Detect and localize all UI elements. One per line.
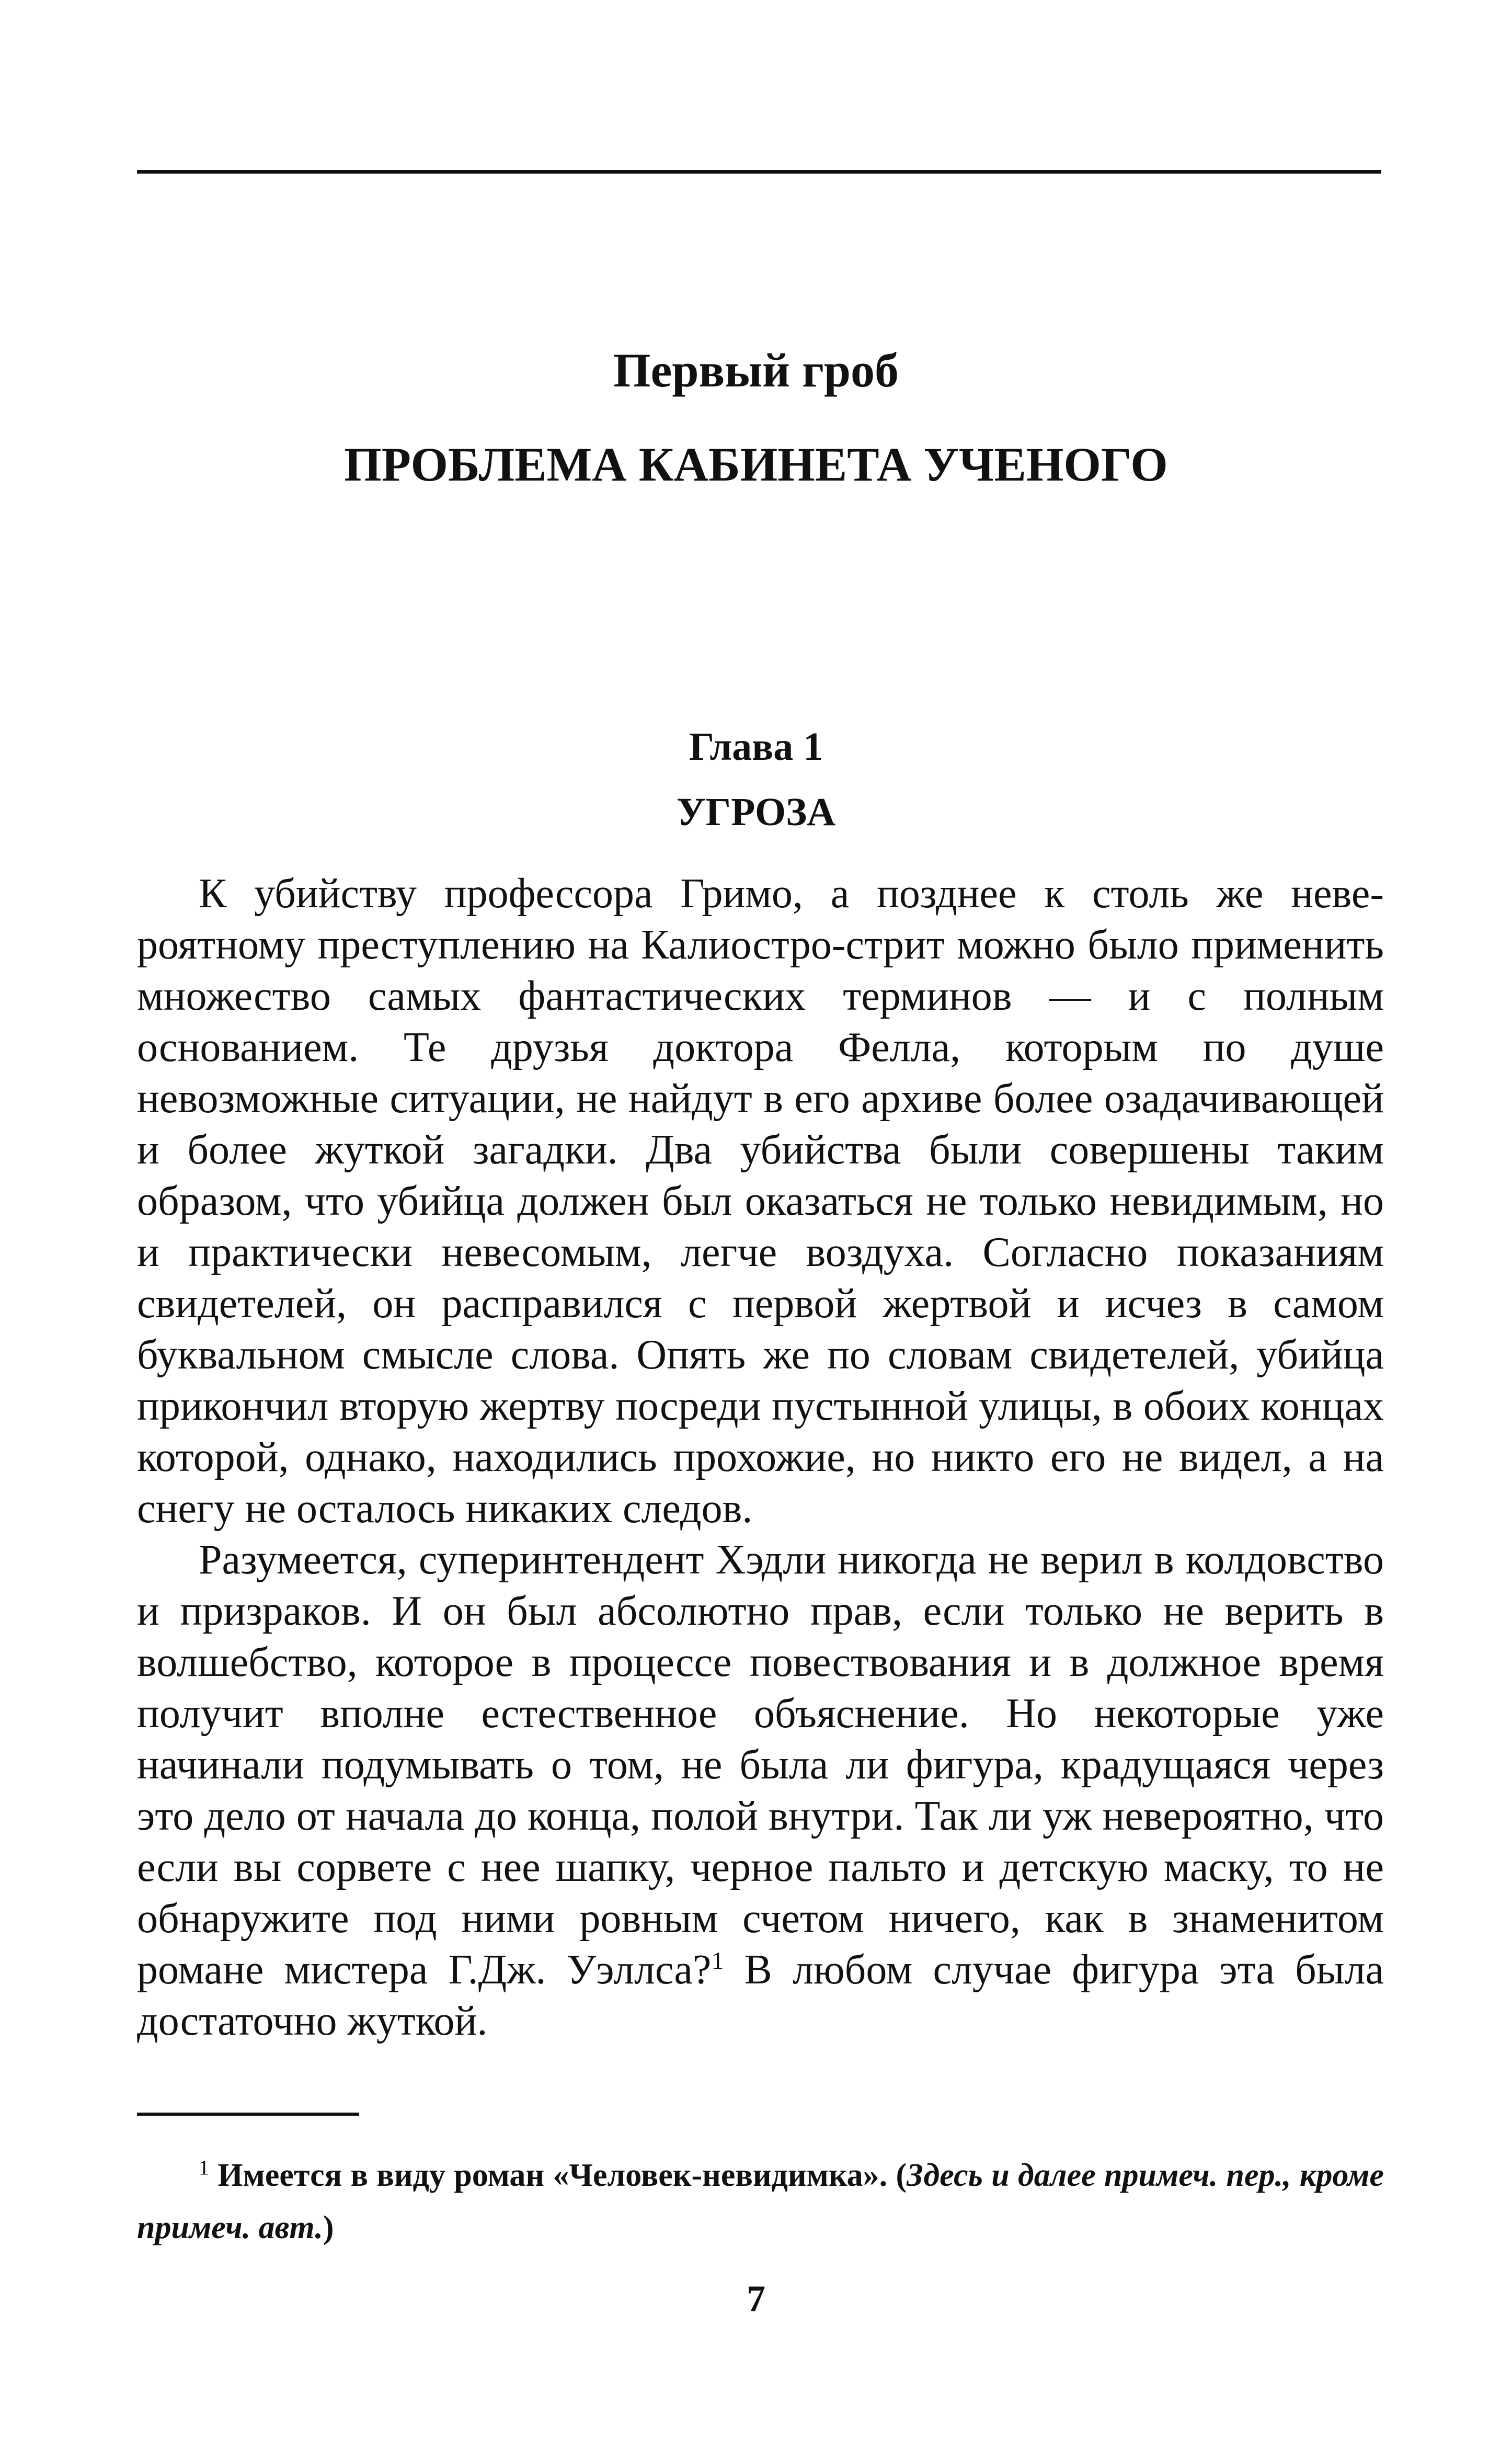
paragraph-2-tail: В любом случае фигура эта была достаточно жуткой. bbox=[137, 1947, 1384, 2044]
body-text bbox=[137, 868, 1384, 2047]
page-number: 7 bbox=[747, 2278, 765, 2320]
footnote-rule bbox=[137, 2113, 359, 2116]
part-title: ПРОБЛЕМА КАБИНЕТА УЧЕНОГО bbox=[344, 438, 1168, 491]
footnote bbox=[137, 2149, 1384, 2254]
paragraph-1: К убийству профессора Гримо, а позднее к столь же невероятному преступлению на Калиостро-стрит можно было применить множество самых фантастических терминов — и с полным основанием. Те друзья доктора Фелла, которым по душе невозможные ситуации, не найдут в его архиве более озадачивающей и более жуткой загадки. Два убийства были совершены таким образом, что убийца должен был оказаться не только невидимым, но и практически невесомым, легче воздуха. Согласно показаниям свидетелей, он расправился с первой жертвой и исчез в самом буквальном смысле слова. Опять же по словам свидетелей, убийца прикончил вторую жертву посреди пустынной улицы, в обоих концах которой, однако, находились прохожие, но никто его не видел, а на снегу не осталось никаких следов. bbox=[137, 871, 1384, 1532]
footnote-italic-text: Здесь и далее примеч. пер., кроме примеч. авт. bbox=[137, 2158, 1384, 2245]
footnote-number: 1 bbox=[199, 2155, 209, 2180]
paragraph-2-main: Разумеется, суперинтендент Хэдли никогда не верил в колдовство и призраков. И он был абсолютно прав, если только не верить в волшебство, которое в процессе повествования и в должное время получит вполне естественное объяснение. Но некоторые уже начинали подумывать о том, не была ли фигура, крадущаяся через это дело от начала до конца, полой внутри. Так ли уж невероятно, что если вы сорвете с нее шапку, черное пальто и детскую маску, то не обнаружите под ними ровным счетом ничего, как в знаменитом романе мистера Г.Дж. Уэллса? bbox=[137, 1537, 1384, 1993]
part-number: Первый гроб bbox=[613, 344, 899, 397]
top-rule bbox=[137, 170, 1381, 174]
footnote-closing: ) bbox=[323, 2210, 334, 2245]
footnote-text: Имеется в виду роман «Человек-невидимка». ( bbox=[209, 2158, 907, 2193]
chapter-title: УГРОЗА bbox=[676, 790, 836, 834]
paragraph-2 bbox=[137, 1534, 1384, 2047]
footnote-reference[interactable]: 1 bbox=[711, 1947, 724, 1975]
chapter-number: Глава 1 bbox=[689, 725, 823, 769]
